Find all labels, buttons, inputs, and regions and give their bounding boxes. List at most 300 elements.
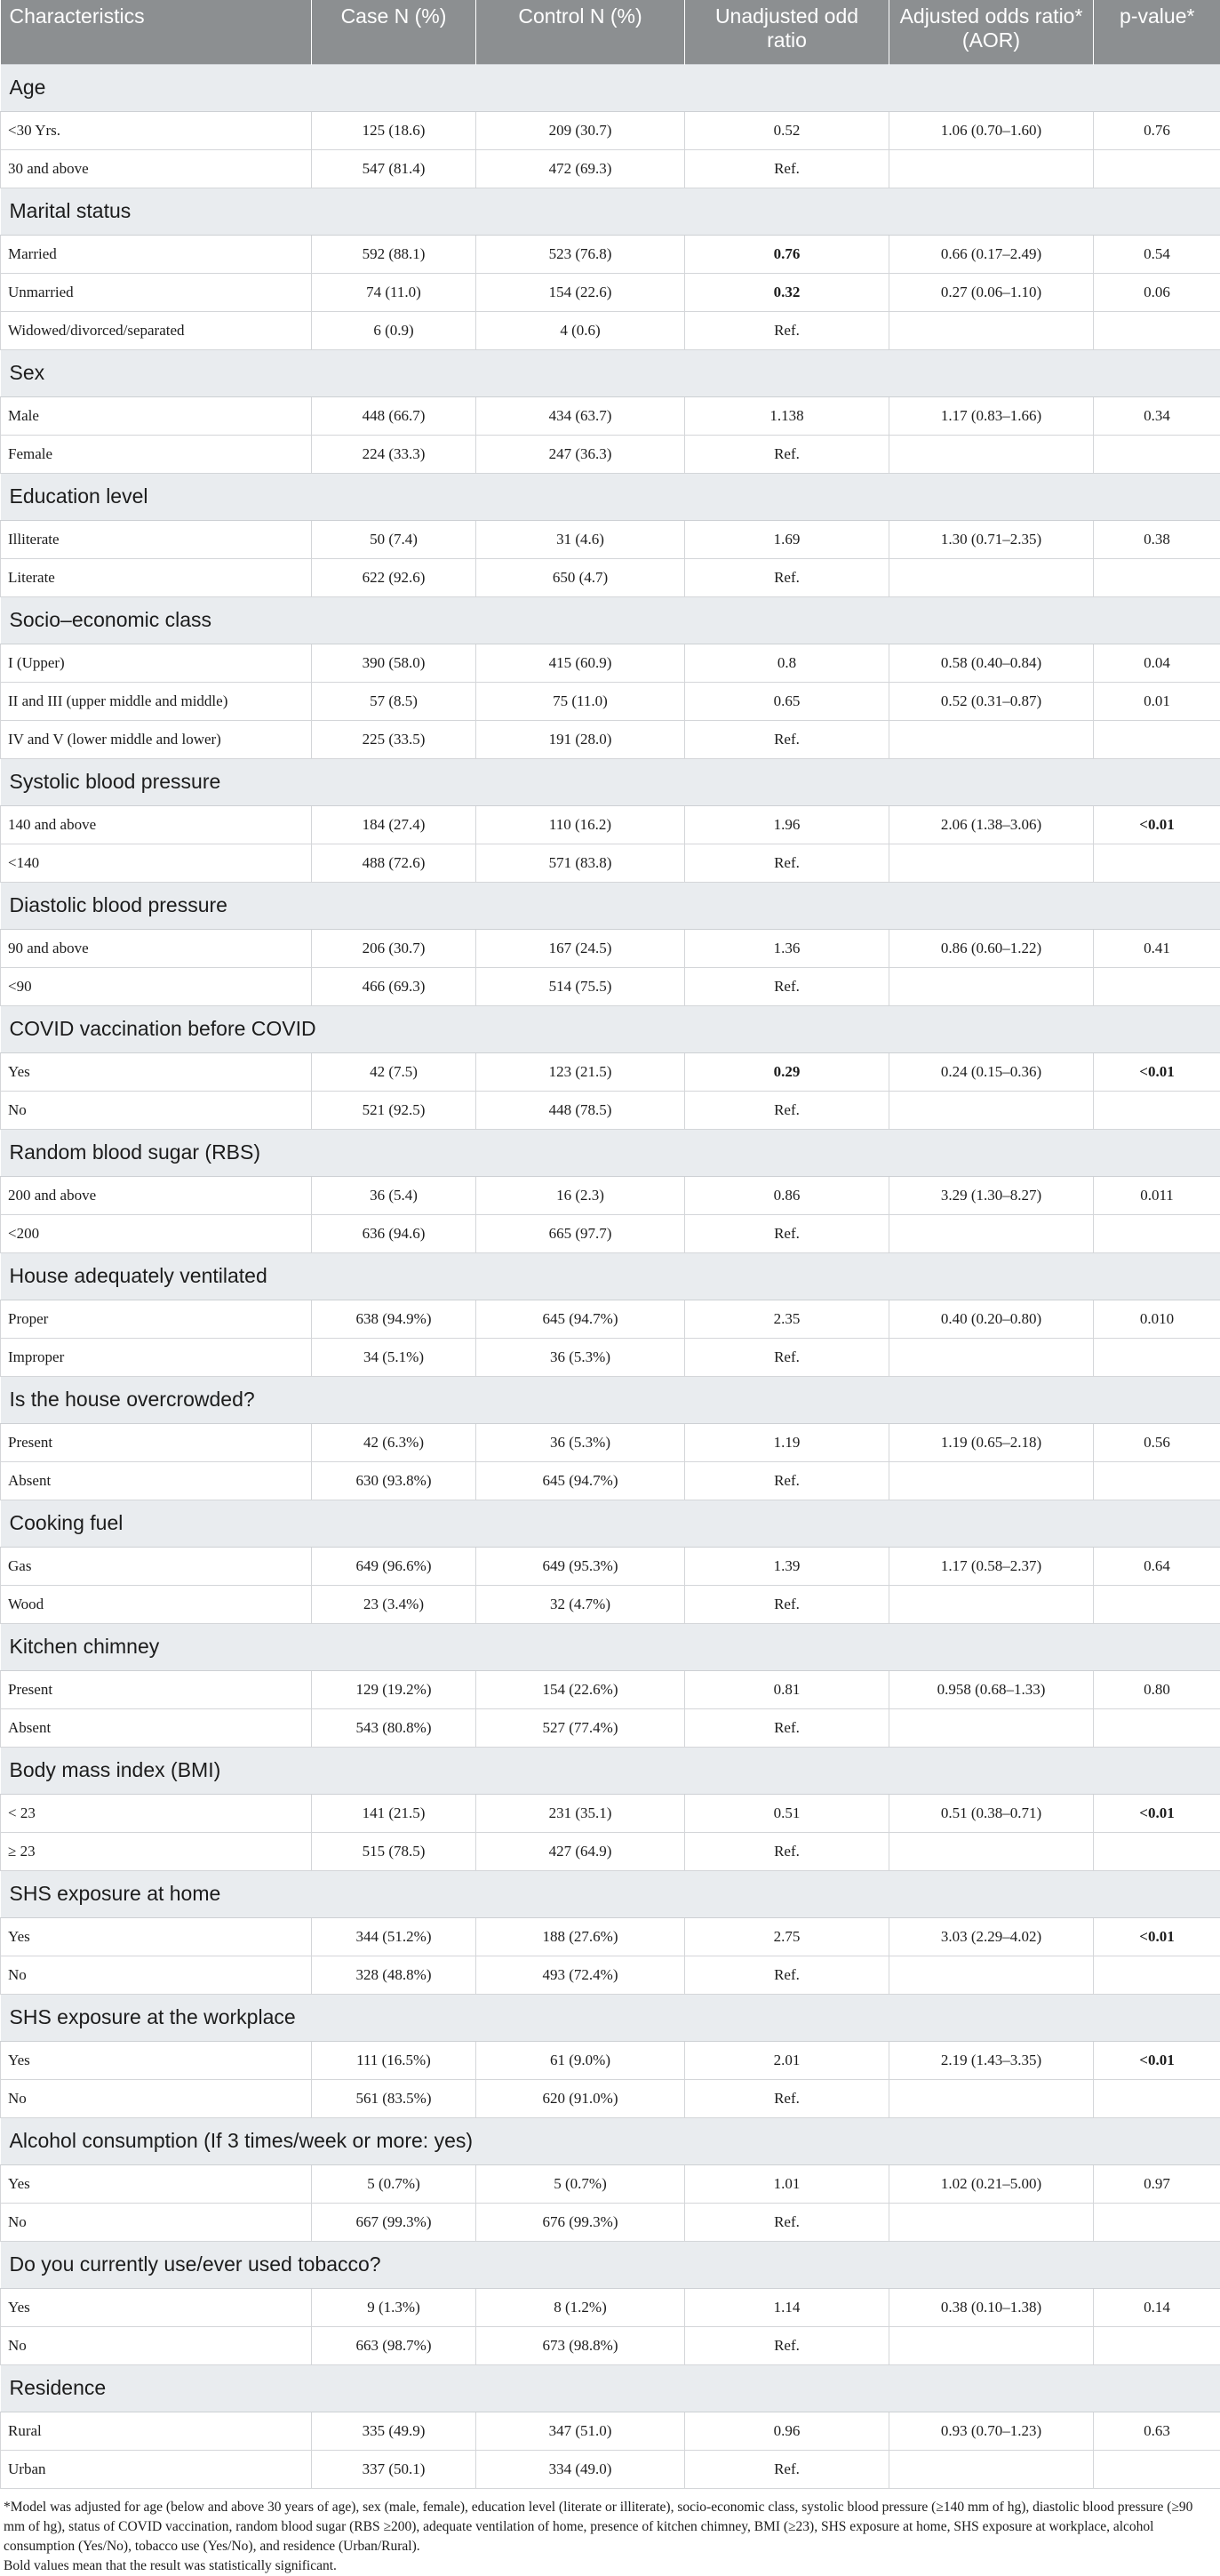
- cell-case: 224 (33.3): [312, 435, 476, 473]
- section-title: Residence: [1, 2364, 1220, 2412]
- cell-characteristic: <90: [1, 967, 312, 1005]
- table-row: [1, 235, 1220, 273]
- cell-adjusted-odds-ratio: 0.958 (0.68–1.33): [889, 1670, 1094, 1708]
- cell-unadjusted-odds-ratio: 1.36: [685, 929, 889, 967]
- section-header-row: [1, 882, 1220, 929]
- cell-case: 74 (11.0): [312, 273, 476, 311]
- cell-adjusted-odds-ratio: [889, 435, 1094, 473]
- section-header-row: [1, 64, 1220, 111]
- cell-control: 4 (0.6): [476, 311, 685, 349]
- table-row: [1, 967, 1220, 1005]
- cell-p-value: 0.34: [1094, 396, 1220, 435]
- table-row: [1, 1052, 1220, 1091]
- table-body: [1, 64, 1220, 2488]
- cell-p-value: <0.01: [1094, 2041, 1220, 2079]
- cell-case: 42 (7.5): [312, 1052, 476, 1091]
- cell-adjusted-odds-ratio: [889, 2326, 1094, 2364]
- table-row: [1, 1585, 1220, 1623]
- section-title: Random blood sugar (RBS): [1, 1129, 1220, 1176]
- cell-control: 676 (99.3%): [476, 2203, 685, 2241]
- cell-control: 167 (24.5): [476, 929, 685, 967]
- section-header-row: [1, 188, 1220, 235]
- cell-control: 645 (94.7%): [476, 1461, 685, 1500]
- cell-p-value: [1094, 720, 1220, 758]
- cell-adjusted-odds-ratio: 0.40 (0.20–0.80): [889, 1300, 1094, 1338]
- cell-case: 630 (93.8%): [312, 1461, 476, 1500]
- cell-characteristic: Married: [1, 235, 312, 273]
- cell-p-value: 0.010: [1094, 1300, 1220, 1338]
- table-footnote: [0, 2489, 1220, 2576]
- table-row: [1, 1670, 1220, 1708]
- cell-characteristic: Wood: [1, 1585, 312, 1623]
- cell-unadjusted-odds-ratio: 0.81: [685, 1670, 889, 1708]
- section-header-row: [1, 1994, 1220, 2041]
- cell-control: 209 (30.7): [476, 111, 685, 149]
- section-header-row: [1, 596, 1220, 644]
- cell-case: 663 (98.7%): [312, 2326, 476, 2364]
- cell-p-value: [1094, 2079, 1220, 2117]
- cell-case: 335 (49.9): [312, 2412, 476, 2450]
- section-title: Alcohol consumption (If 3 times/week or more: yes): [1, 2117, 1220, 2164]
- cell-control: 334 (49.0): [476, 2450, 685, 2488]
- cell-control: 36 (5.3%): [476, 1423, 685, 1461]
- table-row: [1, 1338, 1220, 1376]
- cell-unadjusted-odds-ratio: 1.138: [685, 396, 889, 435]
- cell-unadjusted-odds-ratio: 2.75: [685, 1917, 889, 1956]
- header-row: [1, 0, 1220, 64]
- cell-unadjusted-odds-ratio: 0.96: [685, 2412, 889, 2450]
- cell-p-value: 0.14: [1094, 2288, 1220, 2326]
- cell-characteristic: Absent: [1, 1461, 312, 1500]
- section-header-row: [1, 758, 1220, 805]
- cell-adjusted-odds-ratio: [889, 1832, 1094, 1870]
- table-row: [1, 273, 1220, 311]
- cell-control: 434 (63.7): [476, 396, 685, 435]
- cell-unadjusted-odds-ratio: 2.01: [685, 2041, 889, 2079]
- cell-p-value: 0.04: [1094, 644, 1220, 682]
- cell-adjusted-odds-ratio: 0.51 (0.38–0.71): [889, 1794, 1094, 1832]
- cell-p-value: 0.01: [1094, 682, 1220, 720]
- table-row: [1, 682, 1220, 720]
- cell-characteristic: Yes: [1, 2288, 312, 2326]
- section-header-row: [1, 473, 1220, 520]
- header-control: Control N (%): [476, 0, 685, 64]
- table-row: [1, 1214, 1220, 1252]
- cell-case: 521 (92.5): [312, 1091, 476, 1129]
- header-adjusted-odds-ratio: Adjusted odds ratio* (AOR): [889, 0, 1094, 64]
- section-title: Cooking fuel: [1, 1500, 1220, 1547]
- cell-control: 247 (36.3): [476, 435, 685, 473]
- cell-unadjusted-odds-ratio: 1.96: [685, 805, 889, 844]
- section-title: SHS exposure at home: [1, 1870, 1220, 1917]
- cell-case: 50 (7.4): [312, 520, 476, 558]
- header-p-value: p-value*: [1094, 0, 1220, 64]
- cell-unadjusted-odds-ratio: 1.14: [685, 2288, 889, 2326]
- table-row: [1, 558, 1220, 596]
- table-row: [1, 1423, 1220, 1461]
- header-unadjusted-odds-ratio: Unadjusted odd ratio: [685, 0, 889, 64]
- cell-adjusted-odds-ratio: 2.19 (1.43–3.35): [889, 2041, 1094, 2079]
- cell-adjusted-odds-ratio: 2.06 (1.38–3.06): [889, 805, 1094, 844]
- cell-unadjusted-odds-ratio: 2.35: [685, 1300, 889, 1338]
- cell-adjusted-odds-ratio: [889, 311, 1094, 349]
- cell-case: 225 (33.5): [312, 720, 476, 758]
- table-row: [1, 644, 1220, 682]
- section-title: COVID vaccination before COVID: [1, 1005, 1220, 1052]
- cell-case: 125 (18.6): [312, 111, 476, 149]
- table-row: [1, 1091, 1220, 1129]
- cell-p-value: [1094, 1956, 1220, 1994]
- cell-unadjusted-odds-ratio: 0.86: [685, 1176, 889, 1214]
- cell-control: 448 (78.5): [476, 1091, 685, 1129]
- cell-unadjusted-odds-ratio: Ref.: [685, 1832, 889, 1870]
- table-row: [1, 1832, 1220, 1870]
- table-row: [1, 805, 1220, 844]
- cell-control: 620 (91.0%): [476, 2079, 685, 2117]
- header-case: Case N (%): [312, 0, 476, 64]
- cell-unadjusted-odds-ratio: 0.8: [685, 644, 889, 682]
- cell-control: 493 (72.4%): [476, 1956, 685, 1994]
- cell-characteristic: No: [1, 2203, 312, 2241]
- cell-control: 16 (2.3): [476, 1176, 685, 1214]
- cell-characteristic: <30 Yrs.: [1, 111, 312, 149]
- cell-characteristic: Female: [1, 435, 312, 473]
- cell-p-value: 0.76: [1094, 111, 1220, 149]
- cell-characteristic: 30 and above: [1, 149, 312, 188]
- cell-unadjusted-odds-ratio: Ref.: [685, 844, 889, 882]
- cell-case: 5 (0.7%): [312, 2164, 476, 2203]
- cell-characteristic: Illiterate: [1, 520, 312, 558]
- cell-adjusted-odds-ratio: [889, 149, 1094, 188]
- cell-control: 36 (5.3%): [476, 1338, 685, 1376]
- cell-case: 547 (81.4): [312, 149, 476, 188]
- section-title: Body mass index (BMI): [1, 1747, 1220, 1794]
- cell-unadjusted-odds-ratio: Ref.: [685, 1585, 889, 1623]
- cell-control: 5 (0.7%): [476, 2164, 685, 2203]
- cell-case: 638 (94.9%): [312, 1300, 476, 1338]
- footnote-bold-note: Bold values mean that the result was statistically significant.: [4, 2556, 1216, 2576]
- cell-adjusted-odds-ratio: 0.38 (0.10–1.38): [889, 2288, 1094, 2326]
- section-title: Do you currently use/ever used tobacco?: [1, 2241, 1220, 2288]
- cell-unadjusted-odds-ratio: Ref.: [685, 2203, 889, 2241]
- cell-control: 8 (1.2%): [476, 2288, 685, 2326]
- cell-adjusted-odds-ratio: [889, 1956, 1094, 1994]
- table-row: [1, 2079, 1220, 2117]
- cell-case: 42 (6.3%): [312, 1423, 476, 1461]
- table-row: [1, 311, 1220, 349]
- cell-unadjusted-odds-ratio: Ref.: [685, 1956, 889, 1994]
- cell-unadjusted-odds-ratio: Ref.: [685, 2079, 889, 2117]
- cell-adjusted-odds-ratio: 0.66 (0.17–2.49): [889, 235, 1094, 273]
- cell-characteristic: No: [1, 2326, 312, 2364]
- section-header-row: [1, 1252, 1220, 1300]
- header-characteristics: Characteristics: [1, 0, 312, 64]
- section-header-row: [1, 2117, 1220, 2164]
- cell-case: 9 (1.3%): [312, 2288, 476, 2326]
- cell-adjusted-odds-ratio: [889, 1461, 1094, 1500]
- table-row: [1, 1176, 1220, 1214]
- section-title: Marital status: [1, 188, 1220, 235]
- table-row: [1, 520, 1220, 558]
- section-header-row: [1, 349, 1220, 396]
- cell-control: 75 (11.0): [476, 682, 685, 720]
- cell-control: 571 (83.8): [476, 844, 685, 882]
- section-title: Socio–economic class: [1, 596, 1220, 644]
- section-header-row: [1, 1747, 1220, 1794]
- cell-adjusted-odds-ratio: 1.30 (0.71–2.35): [889, 520, 1094, 558]
- table-row: [1, 149, 1220, 188]
- cell-adjusted-odds-ratio: 3.29 (1.30–8.27): [889, 1176, 1094, 1214]
- section-title: Diastolic blood pressure: [1, 882, 1220, 929]
- cell-p-value: [1094, 1091, 1220, 1129]
- cell-case: 184 (27.4): [312, 805, 476, 844]
- cell-p-value: [1094, 149, 1220, 188]
- cell-characteristic: 140 and above: [1, 805, 312, 844]
- cell-case: 466 (69.3): [312, 967, 476, 1005]
- cell-p-value: 0.011: [1094, 1176, 1220, 1214]
- section-header-row: [1, 1129, 1220, 1176]
- cell-unadjusted-odds-ratio: 1.01: [685, 2164, 889, 2203]
- cell-case: 337 (50.1): [312, 2450, 476, 2488]
- cell-unadjusted-odds-ratio: 1.39: [685, 1547, 889, 1585]
- table-row: [1, 2326, 1220, 2364]
- section-title: Education level: [1, 473, 1220, 520]
- cell-characteristic: No: [1, 1091, 312, 1129]
- cell-control: 61 (9.0%): [476, 2041, 685, 2079]
- cell-characteristic: <140: [1, 844, 312, 882]
- table-row: [1, 1547, 1220, 1585]
- cell-control: 154 (22.6): [476, 273, 685, 311]
- table-row: [1, 1917, 1220, 1956]
- cell-p-value: [1094, 1461, 1220, 1500]
- cell-control: 110 (16.2): [476, 805, 685, 844]
- cell-adjusted-odds-ratio: 0.93 (0.70–1.23): [889, 2412, 1094, 2450]
- cell-adjusted-odds-ratio: 1.17 (0.58–2.37): [889, 1547, 1094, 1585]
- cell-characteristic: 90 and above: [1, 929, 312, 967]
- cell-characteristic: I (Upper): [1, 644, 312, 682]
- section-title: Sex: [1, 349, 1220, 396]
- cell-unadjusted-odds-ratio: Ref.: [685, 1338, 889, 1376]
- cell-adjusted-odds-ratio: [889, 2450, 1094, 2488]
- cell-case: 515 (78.5): [312, 1832, 476, 1870]
- cell-adjusted-odds-ratio: [889, 720, 1094, 758]
- cell-unadjusted-odds-ratio: Ref.: [685, 720, 889, 758]
- cell-control: 32 (4.7%): [476, 1585, 685, 1623]
- section-title: Age: [1, 64, 1220, 111]
- cell-adjusted-odds-ratio: 1.19 (0.65–2.18): [889, 1423, 1094, 1461]
- cell-case: 488 (72.6): [312, 844, 476, 882]
- cell-p-value: <0.01: [1094, 1052, 1220, 1091]
- cell-unadjusted-odds-ratio: Ref.: [685, 2450, 889, 2488]
- cell-control: 31 (4.6): [476, 520, 685, 558]
- cell-adjusted-odds-ratio: 1.17 (0.83–1.66): [889, 396, 1094, 435]
- table-row: [1, 1956, 1220, 1994]
- cell-characteristic: Present: [1, 1423, 312, 1461]
- cell-characteristic: Yes: [1, 2164, 312, 2203]
- cell-adjusted-odds-ratio: 1.06 (0.70–1.60): [889, 111, 1094, 149]
- cell-control: 123 (21.5): [476, 1052, 685, 1091]
- cell-case: 561 (83.5%): [312, 2079, 476, 2117]
- table-row: [1, 2450, 1220, 2488]
- cell-p-value: [1094, 967, 1220, 1005]
- cell-unadjusted-odds-ratio: Ref.: [685, 558, 889, 596]
- cell-p-value: <0.01: [1094, 1917, 1220, 1956]
- cell-p-value: 0.80: [1094, 1670, 1220, 1708]
- cell-case: 543 (80.8%): [312, 1708, 476, 1747]
- section-header-row: [1, 2364, 1220, 2412]
- cell-p-value: [1094, 1708, 1220, 1747]
- cell-control: 523 (76.8): [476, 235, 685, 273]
- cell-characteristic: Unmarried: [1, 273, 312, 311]
- cell-p-value: [1094, 558, 1220, 596]
- table-row: [1, 2203, 1220, 2241]
- cell-unadjusted-odds-ratio: 0.76: [685, 235, 889, 273]
- cell-adjusted-odds-ratio: 1.02 (0.21–5.00): [889, 2164, 1094, 2203]
- cell-characteristic: No: [1, 1956, 312, 1994]
- cell-case: 23 (3.4%): [312, 1585, 476, 1623]
- cell-unadjusted-odds-ratio: 0.32: [685, 273, 889, 311]
- cell-case: 36 (5.4): [312, 1176, 476, 1214]
- cell-adjusted-odds-ratio: 0.86 (0.60–1.22): [889, 929, 1094, 967]
- table-row: [1, 720, 1220, 758]
- table-row: [1, 435, 1220, 473]
- cell-control: 231 (35.1): [476, 1794, 685, 1832]
- cell-case: 667 (99.3%): [312, 2203, 476, 2241]
- cell-adjusted-odds-ratio: [889, 1338, 1094, 1376]
- section-header-row: [1, 1870, 1220, 1917]
- cell-case: 129 (19.2%): [312, 1670, 476, 1708]
- section-title: Systolic blood pressure: [1, 758, 1220, 805]
- cell-characteristic: 200 and above: [1, 1176, 312, 1214]
- cell-case: 448 (66.7): [312, 396, 476, 435]
- table-row: [1, 1708, 1220, 1747]
- cell-unadjusted-odds-ratio: Ref.: [685, 1461, 889, 1500]
- cell-p-value: [1094, 1585, 1220, 1623]
- cell-p-value: [1094, 2203, 1220, 2241]
- cell-control: 427 (64.9): [476, 1832, 685, 1870]
- cell-adjusted-odds-ratio: 0.24 (0.15–0.36): [889, 1052, 1094, 1091]
- cell-control: 650 (4.7): [476, 558, 685, 596]
- cell-characteristic: Absent: [1, 1708, 312, 1747]
- cell-characteristic: Urban: [1, 2450, 312, 2488]
- cell-characteristic: Literate: [1, 558, 312, 596]
- table-row: [1, 1461, 1220, 1500]
- cell-case: 141 (21.5): [312, 1794, 476, 1832]
- cell-adjusted-odds-ratio: [889, 967, 1094, 1005]
- cell-characteristic: Yes: [1, 1052, 312, 1091]
- cell-characteristic: Widowed/divorced/separated: [1, 311, 312, 349]
- cell-case: 592 (88.1): [312, 235, 476, 273]
- cell-adjusted-odds-ratio: [889, 1091, 1094, 1129]
- table-row: [1, 2164, 1220, 2203]
- cell-p-value: [1094, 1214, 1220, 1252]
- footnote-model-adjustment: *Model was adjusted for age (below and above 30 years of age), sex (male, female), education level (literate or illiterate), socio-economic class, systolic blood pressure (≥140 mm of hg), diastolic blood pressure (≥90 mm of hg), status of COVID vaccination, random blood sugar (RBS ≥200), adequate ventilation of home, presence of kitchen chimney, BMI (≥23), SHS exposure at home, SHS exposure at workplace, alcohol consumption (Yes/No), tobacco use (Yes/No), and residence (Urban/Rural).: [4, 2498, 1216, 2556]
- cell-adjusted-odds-ratio: 0.58 (0.40–0.84): [889, 644, 1094, 682]
- cell-case: 649 (96.6%): [312, 1547, 476, 1585]
- cell-case: 6 (0.9): [312, 311, 476, 349]
- cell-adjusted-odds-ratio: [889, 558, 1094, 596]
- cell-characteristic: Male: [1, 396, 312, 435]
- cell-unadjusted-odds-ratio: 0.65: [685, 682, 889, 720]
- section-header-row: [1, 1623, 1220, 1670]
- table-row: [1, 2412, 1220, 2450]
- cell-p-value: [1094, 2326, 1220, 2364]
- cell-characteristic: <200: [1, 1214, 312, 1252]
- cell-unadjusted-odds-ratio: Ref.: [685, 1708, 889, 1747]
- cell-p-value: 0.97: [1094, 2164, 1220, 2203]
- section-title: SHS exposure at the workplace: [1, 1994, 1220, 2041]
- section-header-row: [1, 1500, 1220, 1547]
- cell-adjusted-odds-ratio: 0.27 (0.06–1.10): [889, 273, 1094, 311]
- cell-case: 111 (16.5%): [312, 2041, 476, 2079]
- cell-characteristic: ≥ 23: [1, 1832, 312, 1870]
- cell-p-value: [1094, 1832, 1220, 1870]
- cell-characteristic: No: [1, 2079, 312, 2117]
- cell-p-value: [1094, 311, 1220, 349]
- cell-unadjusted-odds-ratio: 0.52: [685, 111, 889, 149]
- cell-p-value: [1094, 1338, 1220, 1376]
- cell-characteristic: Gas: [1, 1547, 312, 1585]
- cell-case: 57 (8.5): [312, 682, 476, 720]
- cell-case: 636 (94.6): [312, 1214, 476, 1252]
- cell-p-value: 0.64: [1094, 1547, 1220, 1585]
- cell-control: 472 (69.3): [476, 149, 685, 188]
- cell-p-value: 0.54: [1094, 235, 1220, 273]
- section-title: Kitchen chimney: [1, 1623, 1220, 1670]
- table-row: [1, 2041, 1220, 2079]
- cell-case: 344 (51.2%): [312, 1917, 476, 1956]
- cell-characteristic: Yes: [1, 1917, 312, 1956]
- section-header-row: [1, 1376, 1220, 1423]
- cell-characteristic: Present: [1, 1670, 312, 1708]
- cell-unadjusted-odds-ratio: Ref.: [685, 1214, 889, 1252]
- cell-characteristic: Proper: [1, 1300, 312, 1338]
- cell-control: 649 (95.3%): [476, 1547, 685, 1585]
- cell-characteristic: < 23: [1, 1794, 312, 1832]
- cell-adjusted-odds-ratio: [889, 1214, 1094, 1252]
- cell-p-value: <0.01: [1094, 1794, 1220, 1832]
- cell-unadjusted-odds-ratio: 0.29: [685, 1052, 889, 1091]
- cell-unadjusted-odds-ratio: Ref.: [685, 2326, 889, 2364]
- cell-p-value: 0.56: [1094, 1423, 1220, 1461]
- table-row: [1, 929, 1220, 967]
- cell-unadjusted-odds-ratio: Ref.: [685, 1091, 889, 1129]
- cell-control: 415 (60.9): [476, 644, 685, 682]
- cell-adjusted-odds-ratio: [889, 2079, 1094, 2117]
- table-row: [1, 111, 1220, 149]
- section-header-row: [1, 1005, 1220, 1052]
- table-row: [1, 396, 1220, 435]
- cell-case: 34 (5.1%): [312, 1338, 476, 1376]
- cell-case: 622 (92.6): [312, 558, 476, 596]
- cell-unadjusted-odds-ratio: Ref.: [685, 967, 889, 1005]
- section-header-row: [1, 2241, 1220, 2288]
- cell-p-value: 0.06: [1094, 273, 1220, 311]
- cell-control: 645 (94.7%): [476, 1300, 685, 1338]
- cell-control: 665 (97.7): [476, 1214, 685, 1252]
- cell-unadjusted-odds-ratio: 1.69: [685, 520, 889, 558]
- cell-control: 154 (22.6%): [476, 1670, 685, 1708]
- cell-case: 328 (48.8%): [312, 1956, 476, 1994]
- cell-p-value: 0.41: [1094, 929, 1220, 967]
- cell-p-value: [1094, 844, 1220, 882]
- cell-control: 514 (75.5): [476, 967, 685, 1005]
- cell-characteristic: Improper: [1, 1338, 312, 1376]
- table-row: [1, 844, 1220, 882]
- cell-adjusted-odds-ratio: [889, 2203, 1094, 2241]
- cell-case: 206 (30.7): [312, 929, 476, 967]
- cell-p-value: <0.01: [1094, 805, 1220, 844]
